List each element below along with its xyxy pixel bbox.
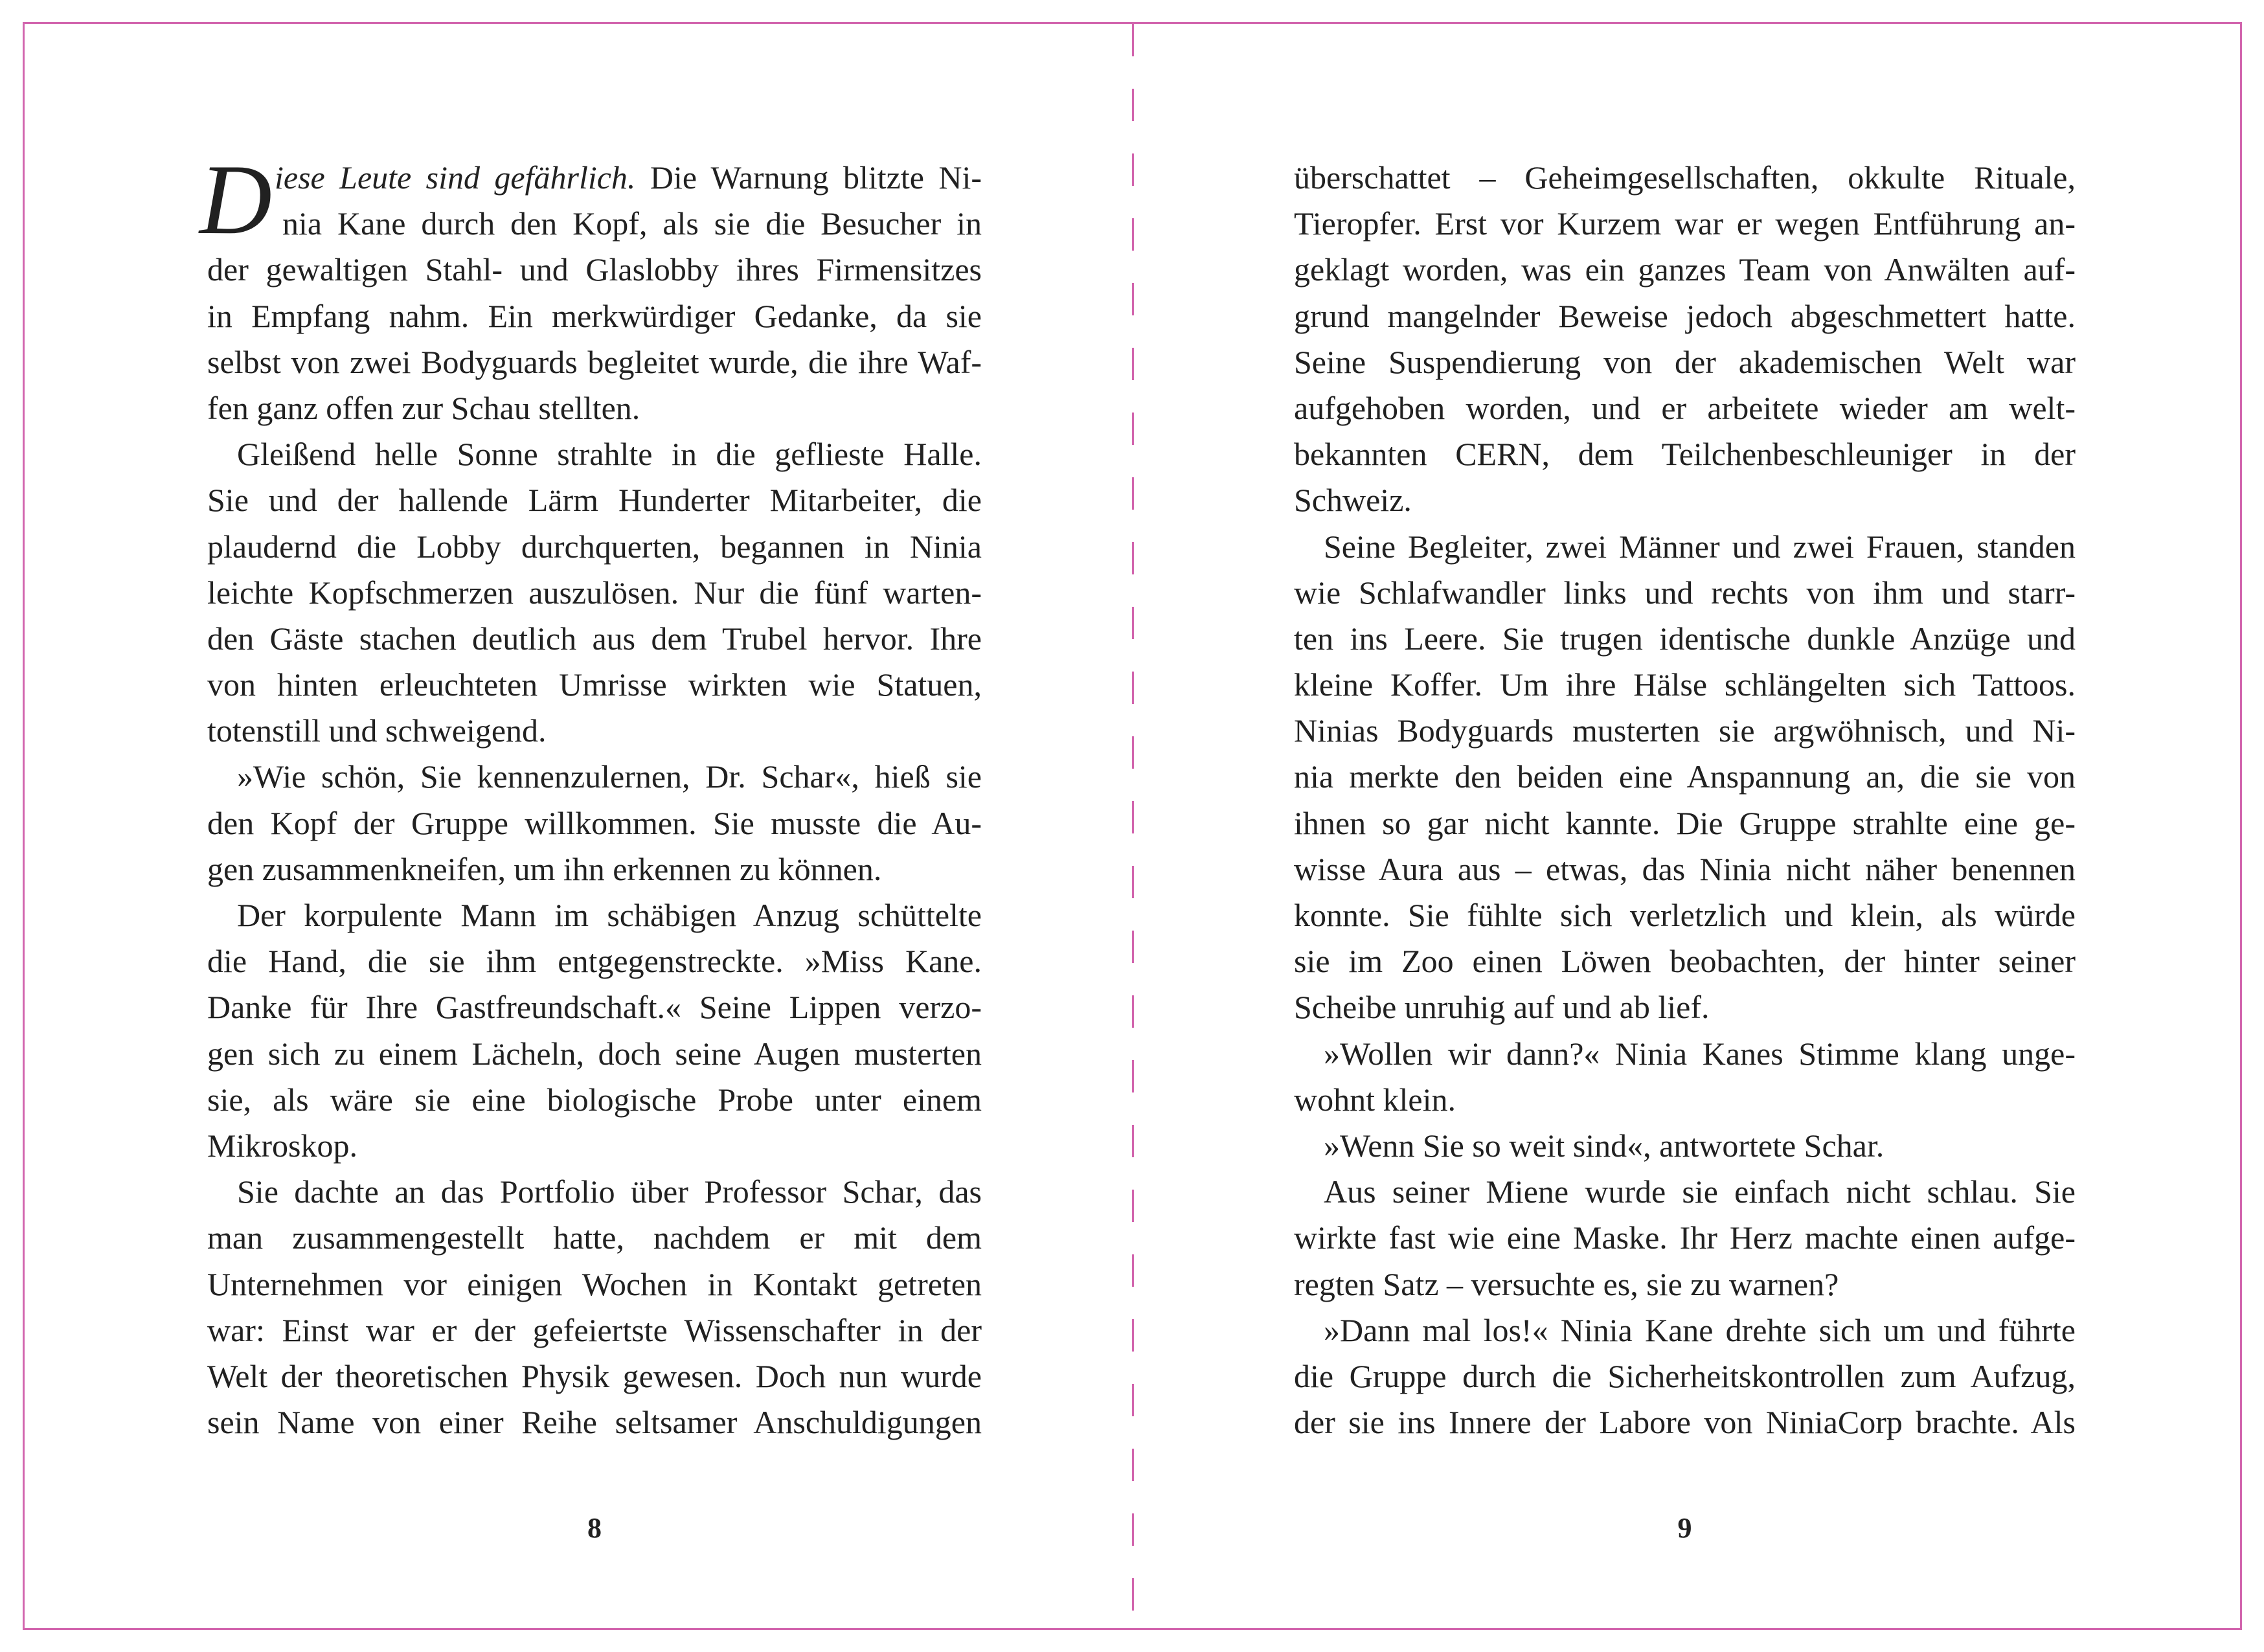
text-segment: Schweiz. [1294,482,1412,519]
text-line [207,1307,982,1353]
text-line [1294,247,2076,293]
text-segment: Aus seiner Miene wurde sie einfach nicht schlau. Sie [1324,1173,2076,1210]
text-line [1294,1169,2076,1215]
text-segment: von hinten erleuchteten Umrisse wirkten wie Statuen, [207,666,982,703]
text-segment: »Wie schön, Sie kennenzulernen, Dr. Schar«, hieß sie [237,758,982,795]
text-segment: wisse Aura aus – etwas, das Ninia nicht näher benennen [1294,850,2076,887]
text-line [1294,984,2076,1030]
text-line [1294,293,2076,339]
text-line [207,662,982,708]
text-line [207,570,982,616]
text-line [207,431,982,477]
text-segment: konnte. Sie fühlte sich verletzlich und klein, als würde [1294,897,2076,933]
center-fold-dashed-line [1132,24,1134,1628]
text-line [1294,708,2076,754]
text-line [1294,524,2076,570]
text-segment: wie Schlafwandler links und rechts von ihm und starr- [1294,574,2076,611]
text-line [1294,1215,2076,1261]
text-line [207,293,982,339]
text-line [1294,846,2076,892]
text-line [1294,892,2076,938]
text-line [207,524,982,570]
text-line [1294,1123,2076,1169]
text-segment: »Dann mal los!« Ninia Kane drehte sich um und führte [1324,1311,2076,1348]
page-left-text [199,144,982,1445]
page-number-left: 8 [587,1512,602,1544]
text-line [1294,662,2076,708]
text-segment: regten Satz – versuchte es, sie zu warnen? [1294,1265,1839,1302]
text-line [207,247,982,293]
text-segment: die Gruppe durch die Sicherheitskontrollen zum Aufzug, [1294,1357,2076,1394]
text-line [1294,339,2076,385]
text-line [1294,385,2076,431]
text-line [1294,1353,2076,1399]
text-segment: Sie und der hallende Lärm Hunderter Mitarbeiter, die [207,482,982,519]
text-segment: Danke für Ihre Gastfreundschaft.« Seine Lippen verzo- [207,989,982,1026]
text-segment: Scheibe unruhig auf und ab lief. [1294,989,1710,1026]
text-segment: war: Einst war er der gefeiertste Wissenschafter in der [207,1311,982,1348]
text-line [207,938,982,984]
text-line [1294,1307,2076,1353]
text-segment: Die Warnung blitzte Ni- [635,159,982,196]
text-line [207,892,982,938]
text-segment: nia merkte den beiden eine Anspannung an, die sie von [1294,758,2076,795]
text-segment: Seine Suspendierung von der akademischen Welt war [1294,343,2076,380]
text-segment: der sie ins Innere der Labore von NiniaCorp brachte. Als [1294,1404,2076,1441]
text-line [207,201,982,247]
text-segment: »Wollen wir dann?« Ninia Kanes Stimme klang unge- [1324,1035,2076,1072]
text-segment: der gewaltigen Stahl- und Glaslobby ihres Firmensitzes [207,251,982,288]
text-segment: Ninias Bodyguards musterten sie argwöhnisch, und Ni- [1294,712,2076,749]
text-line [207,800,982,846]
text-line [1294,155,2076,201]
text-segment: überschattet – Geheimgesellschaften, okkulte Rituale, [1294,159,2076,196]
text-segment: grund mangelnder Beweise jedoch abgeschmettert hatte. [1294,297,2076,334]
text-line [1294,754,2076,800]
text-line [1294,201,2076,247]
text-segment: in Empfang nahm. Ein merkwürdiger Gedanke, da sie [207,297,982,334]
text-line [1294,431,2076,477]
drop-cap: D [199,144,272,255]
text-segment: »Wenn Sie so weit sind«, antwortete Schar. [1324,1127,1885,1164]
text-segment: sie im Zoo einen Löwen beobachten, der hinter seiner [1294,943,2076,980]
text-segment: fen ganz offen zur Schau stellten. [207,389,640,426]
text-line [1294,800,2076,846]
text-line [207,846,982,892]
text-line [207,616,982,662]
text-segment: geklagt worden, was ein ganzes Team von Anwälten auf- [1294,251,2076,288]
text-segment: selbst von zwei Bodyguards begleitet wurde, die ihre Waf- [207,343,982,380]
text-segment: plaudernd die Lobby durchquerten, begannen in Ninia [207,528,982,565]
text-segment: den Kopf der Gruppe willkommen. Sie musste die Au- [207,804,982,841]
text-segment: ihnen so gar nicht kannte. Die Gruppe strahlte eine ge- [1294,804,2076,841]
text-segment: Welt der theoretischen Physik gewesen. Doch nun wurde [207,1357,982,1394]
text-segment: totenstill und schweigend. [207,712,547,749]
page-left-lines [207,155,982,1445]
text-segment: Unternehmen vor einigen Wochen in Kontakt getreten [207,1265,982,1302]
italic-lead-phrase: iese Leute sind gefährlich. [275,159,636,196]
text-line [1294,477,2076,523]
text-line [1294,1399,2076,1445]
text-line [207,477,982,523]
text-line [1294,1077,2076,1123]
text-segment: gen sich zu einem Lächeln, doch seine Augen musterten [207,1035,982,1072]
text-segment: gen zusammenkneifen, um ihn erkennen zu können. [207,850,882,887]
text-line [1294,938,2076,984]
text-segment: nia Kane durch den Kopf, als sie die Besucher in [282,205,982,242]
text-segment: kleine Koffer. Um ihre Hälse schlängelten sich Tattoos. [1294,666,2076,703]
text-line [207,754,982,800]
text-line [207,1031,982,1077]
text-segment: bekannten CERN, dem Teilchenbeschleuniger in der [1294,436,2076,473]
page-right-lines [1294,155,2076,1445]
text-segment: Seine Begleiter, zwei Männer und zwei Frauen, standen [1324,528,2076,565]
text-segment: wirkte fast wie eine Maske. Ihr Herz machte einen aufge- [1294,1219,2076,1256]
text-segment: Der korpulente Mann im schäbigen Anzug schüttelte [237,897,982,933]
text-segment: sie, als wäre sie eine biologische Probe unter einem [207,1081,982,1118]
text-segment: den Gäste stachen deutlich aus dem Trubel hervor. Ihre [207,620,982,657]
text-line [1294,1031,2076,1077]
text-segment: aufgehoben worden, und er arbeitete wieder am welt- [1294,389,2076,426]
text-segment: Tieropfer. Erst vor Kurzem war er wegen Entführung an- [1294,205,2076,242]
text-segment: wohnt klein. [1294,1081,1456,1118]
text-segment: man zusammengestellt hatte, nachdem er mit dem [207,1219,982,1256]
text-line [207,1353,982,1399]
text-line [1294,1262,2076,1307]
text-line [207,1169,982,1215]
text-line [207,339,982,385]
text-segment: ten ins Leere. Sie trugen identische dunkle Anzüge und [1294,620,2076,657]
text-line [1294,616,2076,662]
page-number-right: 9 [1677,1512,1692,1544]
text-segment: leichte Kopfschmerzen auszulösen. Nur die fünf warten- [207,574,982,611]
text-line [207,708,982,754]
text-line [1294,570,2076,616]
text-line [207,1399,982,1445]
text-line [207,155,982,201]
text-line [207,1123,982,1169]
text-line [207,1262,982,1307]
text-segment: die Hand, die sie ihm entgegenstreckte. »Miss Kane. [207,943,982,980]
text-line [207,984,982,1030]
text-segment: Gleißend helle Sonne strahlte in die geflieste Halle. [237,436,982,473]
text-line [207,1077,982,1123]
text-segment: Sie dachte an das Portfolio über Professor Schar, das [237,1173,982,1210]
text-line [207,385,982,431]
text-line [207,1215,982,1261]
text-segment: Mikroskop. [207,1127,357,1164]
text-segment: sein Name von einer Reihe seltsamer Anschuldigungen [207,1404,982,1441]
page-right-text [1294,155,2076,1445]
